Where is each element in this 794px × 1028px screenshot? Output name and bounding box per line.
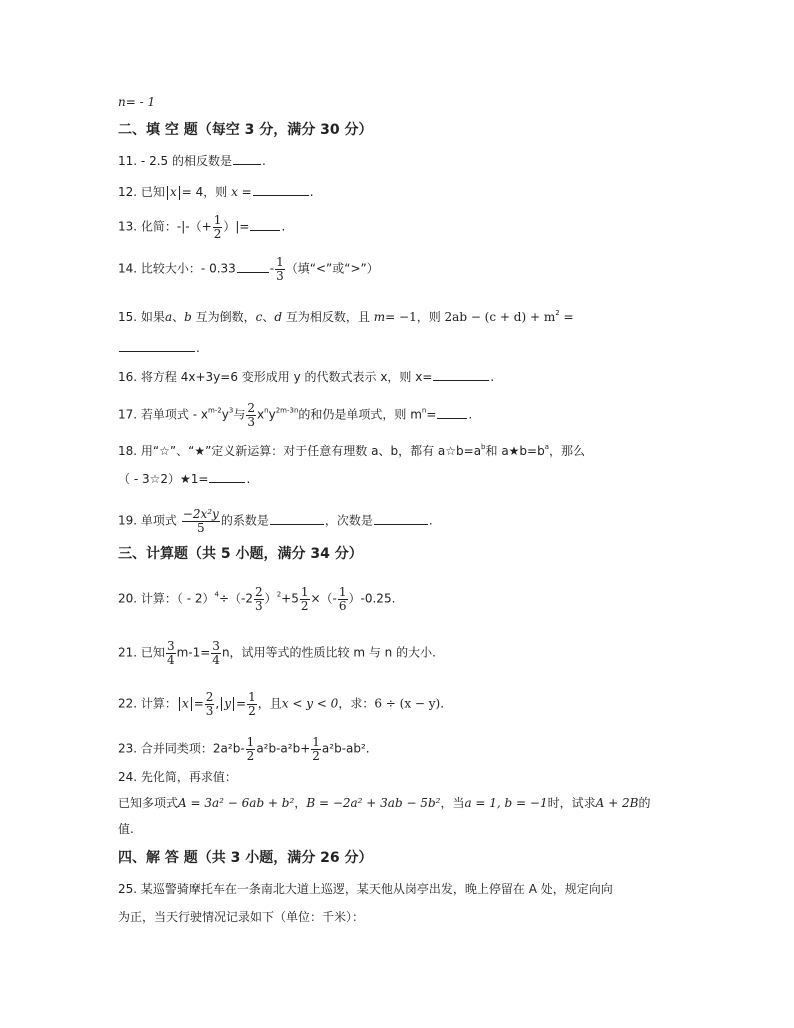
q15-text: 互为相反数，且 — [285, 310, 370, 324]
section-2-title: 二、填 空 题（每空 3 分，满分 30 分） — [118, 122, 373, 138]
answer-blank[interactable] — [374, 513, 428, 525]
denominator: 2 — [312, 748, 320, 763]
fraction — [254, 586, 264, 612]
q17-text: y — [268, 407, 276, 422]
exponent: 2m-3n — [275, 406, 299, 415]
q22-text: ，求： — [338, 696, 375, 711]
answer-blank[interactable] — [437, 407, 467, 419]
q23-text: a²b-a²b+ — [256, 741, 311, 756]
answer-blank[interactable] — [237, 261, 269, 273]
q-number: 14. — [118, 261, 138, 276]
denominator: 2 — [300, 598, 309, 613]
q18-end: . — [246, 472, 251, 486]
q20-text: 计算：（ - 2） — [140, 591, 215, 606]
q12-eq2: = — [241, 185, 252, 199]
fraction — [182, 508, 220, 534]
q19-text: 的系数是 — [220, 513, 269, 528]
denominator: 5 — [196, 520, 205, 535]
fraction — [205, 691, 215, 717]
equals: = — [193, 696, 204, 711]
q-number: 21. — [118, 645, 138, 660]
denominator: 3 — [255, 598, 263, 613]
q-number: 15. — [118, 310, 138, 324]
q-number: 23. — [118, 741, 138, 756]
var-a: a — [164, 310, 173, 324]
answer-blank[interactable] — [433, 369, 489, 381]
numerator: 2 — [247, 401, 256, 415]
fraction — [246, 402, 256, 428]
question-25-line2 — [118, 911, 364, 923]
fraction — [211, 640, 221, 666]
q20-text: ） — [264, 591, 277, 606]
denominator: 3 — [247, 414, 256, 429]
q18-text: 用“☆”、“★”定义新运算：对于任意有理数 a、b，都有 a☆b=a — [140, 444, 482, 458]
section-4-title: 四、解 答 题（共 3 小题，满分 26 分） — [118, 850, 373, 866]
var-m: m — [373, 310, 386, 324]
q11-text: - 2.5 的相反数是 — [140, 154, 232, 168]
q22-condition: x < y < 0 — [281, 696, 339, 711]
q17-text: 的和仍是单项式，则 m — [298, 407, 422, 422]
exponent: 2 — [555, 309, 560, 317]
q17-text: y — [221, 407, 229, 422]
separator: ， — [294, 796, 307, 810]
var-b: b — [184, 310, 192, 324]
q23-text: a²b-ab². — [321, 741, 370, 756]
q22-end: . — [440, 696, 445, 711]
q-number: 20. — [118, 591, 138, 606]
q19-end: . — [428, 513, 433, 528]
q-number: 24. — [118, 770, 138, 784]
question-17 — [118, 402, 472, 428]
q11-end: . — [261, 154, 266, 168]
abs-bar-right — [191, 697, 192, 711]
q12-text: 已知 — [140, 185, 165, 199]
separator: 、 — [172, 310, 185, 324]
q17-text: 若单项式 - x — [140, 407, 208, 422]
question-18-line2 — [118, 471, 250, 485]
q24-text: 的 — [638, 796, 651, 810]
answer-blank[interactable] — [253, 184, 309, 196]
denominator: 2 — [213, 226, 222, 241]
numerator: 1 — [276, 255, 284, 269]
question-16 — [118, 369, 494, 383]
q-number: 17. — [118, 407, 138, 422]
denominator: 6 — [338, 598, 347, 613]
q21-text: 已知 — [140, 645, 165, 660]
question-18 — [118, 444, 585, 457]
q15-expression: 2ab − (c + d) + m — [444, 310, 556, 324]
q12-eq: = 4，则 — [181, 185, 228, 199]
q12-end: . — [309, 185, 314, 199]
fraction — [338, 586, 348, 612]
q20-text: +5 — [281, 591, 299, 606]
q15-text: 如果 — [140, 310, 165, 324]
abs-bar-right — [179, 186, 180, 200]
answer-blank[interactable] — [250, 219, 280, 231]
denominator: 4 — [166, 652, 175, 667]
denominator: 3 — [205, 703, 214, 718]
denominator: 3 — [276, 268, 284, 283]
question-12 — [118, 184, 314, 200]
q20-text: ×（- — [310, 591, 337, 606]
numerator: 1 — [338, 585, 347, 599]
numerator: 1 — [213, 213, 222, 227]
q13-text: 化简：-|-（+ — [140, 219, 212, 234]
question-15-line2 — [118, 340, 200, 354]
question-24-line2 — [118, 797, 650, 809]
var-x: x — [231, 185, 238, 199]
q21-text: n，试用等式的性质比较 m 与 n 的大小. — [221, 645, 436, 660]
var-x: x — [181, 696, 189, 711]
question-13 — [118, 214, 285, 240]
separator: 、 — [262, 310, 275, 324]
q20-text: ÷（-2 — [219, 591, 254, 606]
q17-end: . — [468, 407, 473, 422]
minus-sign: - — [269, 261, 275, 276]
numerator: 3 — [212, 639, 220, 653]
q14-hint: （填“<”或“>”） — [285, 261, 379, 276]
q13-end: . — [281, 219, 286, 234]
q-number: 12. — [118, 185, 138, 199]
q14-text: 比较大小：- 0.33 — [140, 261, 236, 276]
abs-bar-left — [167, 186, 168, 200]
q20-text: ）-0.25. — [348, 591, 396, 606]
var-d: d — [274, 310, 283, 324]
q19-text: 单项式 — [140, 513, 177, 528]
q15-eq: = — [563, 310, 574, 324]
q18-text: 和 a★b=b — [485, 444, 545, 458]
numerator: 1 — [312, 735, 320, 749]
exponent: b — [481, 443, 486, 451]
question-20 — [118, 586, 395, 612]
denominator: 2 — [246, 748, 255, 763]
question-23 — [118, 736, 370, 762]
question-11 — [118, 153, 266, 167]
exponent: a — [544, 443, 550, 451]
q13-text-b: ）|= — [223, 219, 250, 234]
q15-text: = −1，则 — [385, 310, 441, 324]
q17-text: x — [257, 407, 265, 422]
q24-text: 值. — [118, 822, 134, 836]
q18-text: （ - 3☆2）★1= — [118, 472, 209, 486]
fraction — [275, 256, 285, 282]
fraction — [247, 691, 257, 717]
question-14 — [118, 256, 379, 282]
fraction — [311, 736, 321, 762]
q16-text: 将方程 4x+3y=6 变形成用 y 的代数式表示 x，则 x= — [140, 370, 433, 384]
abs-bar-left — [221, 697, 222, 711]
var-x: x — [169, 185, 177, 199]
numerator: 1 — [248, 690, 256, 704]
question-19 — [118, 508, 433, 534]
answer-blank[interactable] — [233, 153, 261, 165]
question-15 — [118, 310, 574, 323]
answer-blank[interactable] — [270, 513, 324, 525]
exponent: n — [264, 406, 269, 415]
q16-end: . — [490, 370, 495, 384]
q25-text: 为正，当天行驶情况记录如下（单位：千米）： — [118, 910, 365, 924]
question-24-line3 — [118, 823, 134, 835]
q22-expression: 6 ÷ (x − y) — [374, 696, 441, 711]
exponent: 4 — [214, 590, 219, 599]
abs-bar-right — [233, 697, 234, 711]
q15-text: 互为倒数， — [195, 310, 256, 324]
fraction — [300, 586, 310, 612]
exponent: 3 — [228, 406, 234, 415]
numerator: 2 — [255, 585, 263, 599]
question-25 — [118, 883, 613, 895]
question-24 — [118, 771, 237, 783]
section-3-title: 三、计算题（共 5 小题，满分 34 分） — [118, 546, 363, 562]
fraction — [166, 640, 176, 666]
exponent: n — [421, 406, 427, 415]
q-number: 16. — [118, 370, 138, 384]
q25-text: 某巡警骑摩托车在一条南北大道上巡逻，某天他从岗亭出发，晚上停留在 A 处，规定向向 — [140, 882, 613, 896]
q24-text: 先化简，再求值： — [140, 770, 237, 784]
q17-text: 与 — [233, 407, 246, 422]
exponent: 2 — [276, 590, 282, 599]
exponent: m-2 — [207, 406, 222, 415]
q22-text: ，且 — [257, 696, 282, 711]
numerator: 3 — [166, 639, 175, 653]
answer-blank[interactable] — [209, 471, 245, 483]
q22-text: 计算： — [140, 696, 177, 711]
q24-target: A + 2B — [595, 796, 639, 810]
denominator: 4 — [212, 652, 220, 667]
q-number: 11. — [118, 154, 138, 168]
polynomial-b: B = −2a² + 3ab − 5b² — [306, 796, 441, 810]
equals: = — [236, 696, 247, 711]
comma: , — [215, 696, 220, 711]
q-number: 18. — [118, 444, 138, 458]
q23-text: 合并同类项：2a²b- — [140, 741, 245, 756]
fraction — [213, 214, 223, 240]
q24-text: ，当 — [440, 796, 465, 810]
q-number: 19. — [118, 513, 138, 528]
answer-blank[interactable] — [119, 340, 195, 352]
fraction — [246, 736, 256, 762]
numerator: 1 — [300, 585, 309, 599]
q-number: 13. — [118, 219, 138, 234]
numerator: −2x²y — [182, 507, 219, 521]
numerator: 1 — [246, 735, 255, 749]
q24-text: 时，试求 — [547, 796, 596, 810]
abs-bar-left — [179, 697, 180, 711]
denominator: 2 — [248, 703, 256, 718]
n-value-text: n= - 1 — [118, 95, 156, 109]
q18-text: ，那么 — [549, 444, 586, 458]
q24-condition: a = 1, b = −1 — [464, 796, 548, 810]
var-c: c — [255, 310, 263, 324]
q17-eq: = — [426, 407, 437, 422]
q-number: 25. — [118, 882, 138, 896]
q24-text: 已知多项式 — [118, 796, 179, 810]
numerator: 2 — [205, 690, 214, 704]
q15-end: . — [196, 341, 200, 355]
q19-text: ，次数是 — [324, 513, 373, 528]
n-value-line — [118, 96, 155, 108]
q21-text: m-1= — [176, 645, 211, 660]
var-y: y — [224, 696, 232, 711]
polynomial-a: A = 3a² − 6ab + b² — [178, 796, 295, 810]
q-number: 22. — [118, 696, 138, 711]
question-22 — [118, 691, 444, 717]
question-21 — [118, 640, 436, 666]
